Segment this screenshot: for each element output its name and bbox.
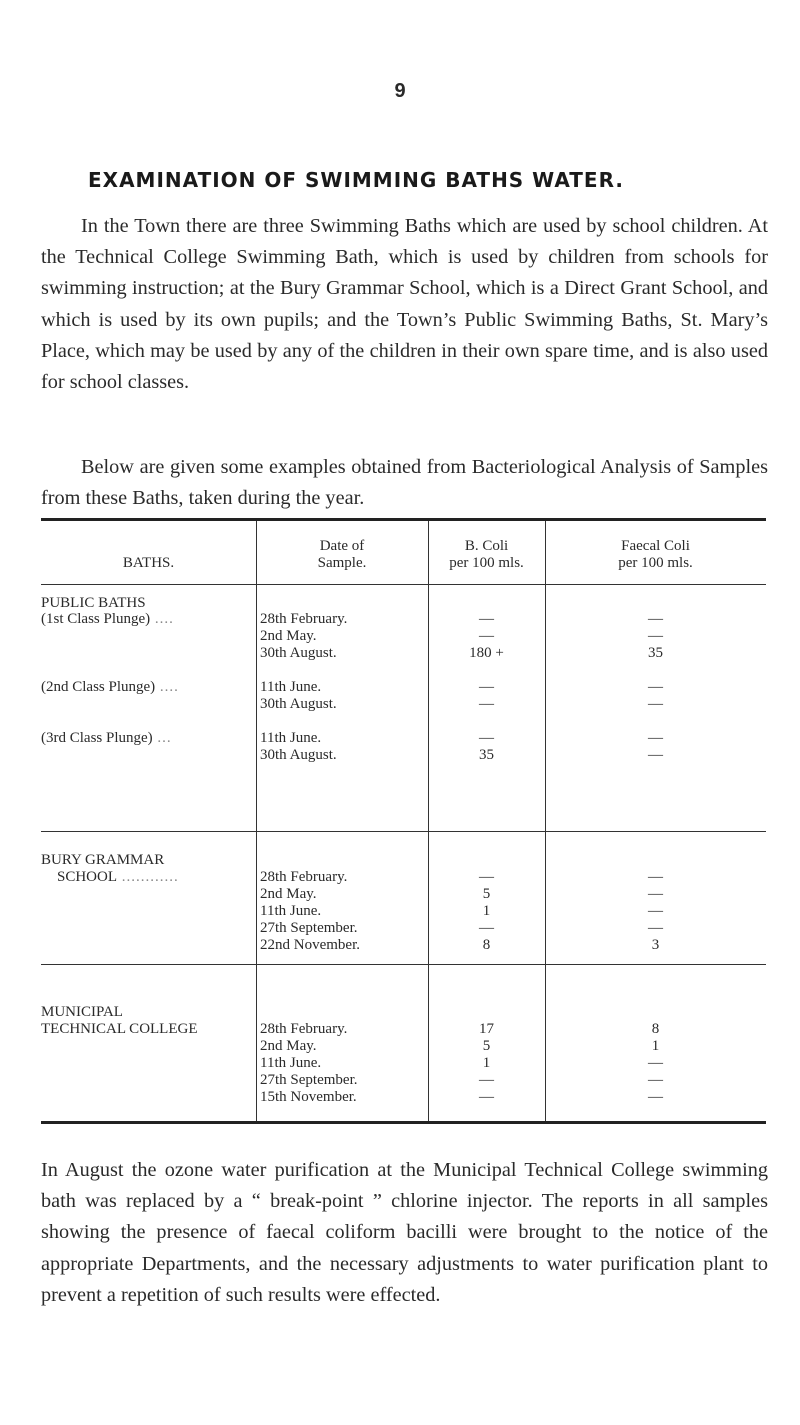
intro-paragraph: In the Town there are three Swimming Baths which are used by school children. At the Technical College Swimming Bath, which is used by children from schools for swimming instruction; at the Bury Grammar School, which is a Direct Grant School, and which is used by its own pupils; and the Town’s Public Swimming Baths, St. Mary’s Place, which may be used by any of the children in their own spare time, and is also used for school classes. [41,215,768,394]
bury-date: 28th February. [260,869,348,885]
municipal-date: 27th September. [260,1072,358,1088]
public-bcoli: — [479,611,494,627]
bury-date: 11th June. [260,903,322,919]
public-date: 30th August. [260,645,337,661]
section-bury-subtitle-label: SCHOOL [57,869,118,885]
bury-faecal: — [648,869,663,885]
bury-date: 2nd May. [260,886,317,902]
municipal-bcoli: — [479,1072,494,1088]
public-faecal: — [648,679,663,695]
public-bcoli: — [479,628,494,644]
public-date: 2nd May. [260,628,317,644]
header-date-line1: Date of [319,538,365,554]
page-number: 9 [394,80,406,102]
leader-dots: ... [152,730,172,746]
section-municipal-title: MUNICIPAL [41,1004,123,1020]
row-divider [41,831,766,832]
public-faecal: — [648,747,663,763]
page-title: EXAMINATION OF SWIMMING BATHS WATER. [88,168,624,192]
public-plunge-3 [41,730,172,747]
bury-bcoli: 5 [482,886,491,902]
municipal-bcoli: — [479,1089,494,1105]
header-bcoli-line1: B. Coli [464,538,509,554]
plunge-label: (3rd Class Plunge) [41,730,153,746]
bury-faecal: 3 [651,937,660,953]
public-bcoli: — [479,696,494,712]
municipal-bcoli: 5 [482,1038,491,1054]
municipal-date: 15th November. [260,1089,357,1105]
plunge-label: (2nd Class Plunge) [41,679,156,695]
bury-faecal: — [648,920,663,936]
municipal-faecal: — [648,1089,663,1105]
public-date: 11th June. [260,730,322,746]
bury-date: 27th September. [260,920,358,936]
municipal-date: 11th June. [260,1055,322,1071]
header-baths: BATHS. [122,555,175,571]
bury-faecal: — [648,886,663,902]
row-divider [41,964,766,965]
public-bcoli: 180 + [469,645,504,661]
public-date: 30th August. [260,747,337,763]
bury-faecal: — [648,903,663,919]
examples-paragraph: Below are given some examples obtained from Bacteriological Analysis of Samples from these Baths, taken during the year. [41,456,768,510]
municipal-date: 28th February. [260,1021,348,1037]
row-divider [41,584,766,585]
municipal-faecal: — [648,1072,663,1088]
results-table [41,518,766,1124]
municipal-faecal: — [648,1055,663,1071]
section-bury-subtitle [41,869,179,886]
header-bcoli-line2: per 100 mls. [449,555,524,571]
bury-bcoli: — [479,920,494,936]
municipal-bcoli: 1 [482,1055,491,1071]
public-plunge-2 [41,679,179,696]
bury-bcoli: 8 [482,937,491,953]
header-faecal-line2: per 100 mls. [618,555,693,571]
section-municipal-subtitle: TECHNICAL COLLEGE [41,1021,198,1037]
column-divider [256,521,257,1121]
public-date: 28th February. [260,611,348,627]
municipal-faecal: 8 [651,1021,660,1037]
header-date-line2: Sample. [317,555,367,571]
public-faecal: — [648,628,663,644]
public-faecal: — [648,696,663,712]
public-faecal: — [648,611,663,627]
leader-dots: .... [150,611,174,627]
public-faecal: 35 [648,645,663,661]
municipal-faecal: 1 [651,1038,660,1054]
public-bcoli: 35 [479,747,494,763]
municipal-date: 2nd May. [260,1038,317,1054]
section-public-title: PUBLIC BATHS [41,595,146,611]
public-date: 11th June. [260,679,322,695]
header-faecal-line1: Faecal Coli [621,538,690,554]
leader-dots: .... [155,679,179,695]
public-bcoli: — [479,679,494,695]
public-date: 30th August. [260,696,337,712]
public-faecal: — [648,730,663,746]
conclusion-paragraph: In August the ozone water purification at the Municipal Technical College swimming bath was replaced by a “ break-point ” chlorine injector. The reports in all samples showing the presence of faecal coliform bacilli were brought to the notice of the appropriate Departments, and the necessary adjustments to water purification plant to prevent a repetition of such results were effected. [41,1159,768,1306]
municipal-bcoli: 17 [479,1021,494,1037]
public-plunge-1 [41,611,174,628]
section-bury-title: BURY GRAMMAR [41,852,165,868]
bury-bcoli: 1 [482,903,491,919]
bury-bcoli: — [479,869,494,885]
bury-date: 22nd November. [260,937,360,953]
plunge-label: (1st Class Plunge) [41,611,151,627]
public-bcoli: — [479,730,494,746]
leader-dots: ............ [117,869,179,885]
